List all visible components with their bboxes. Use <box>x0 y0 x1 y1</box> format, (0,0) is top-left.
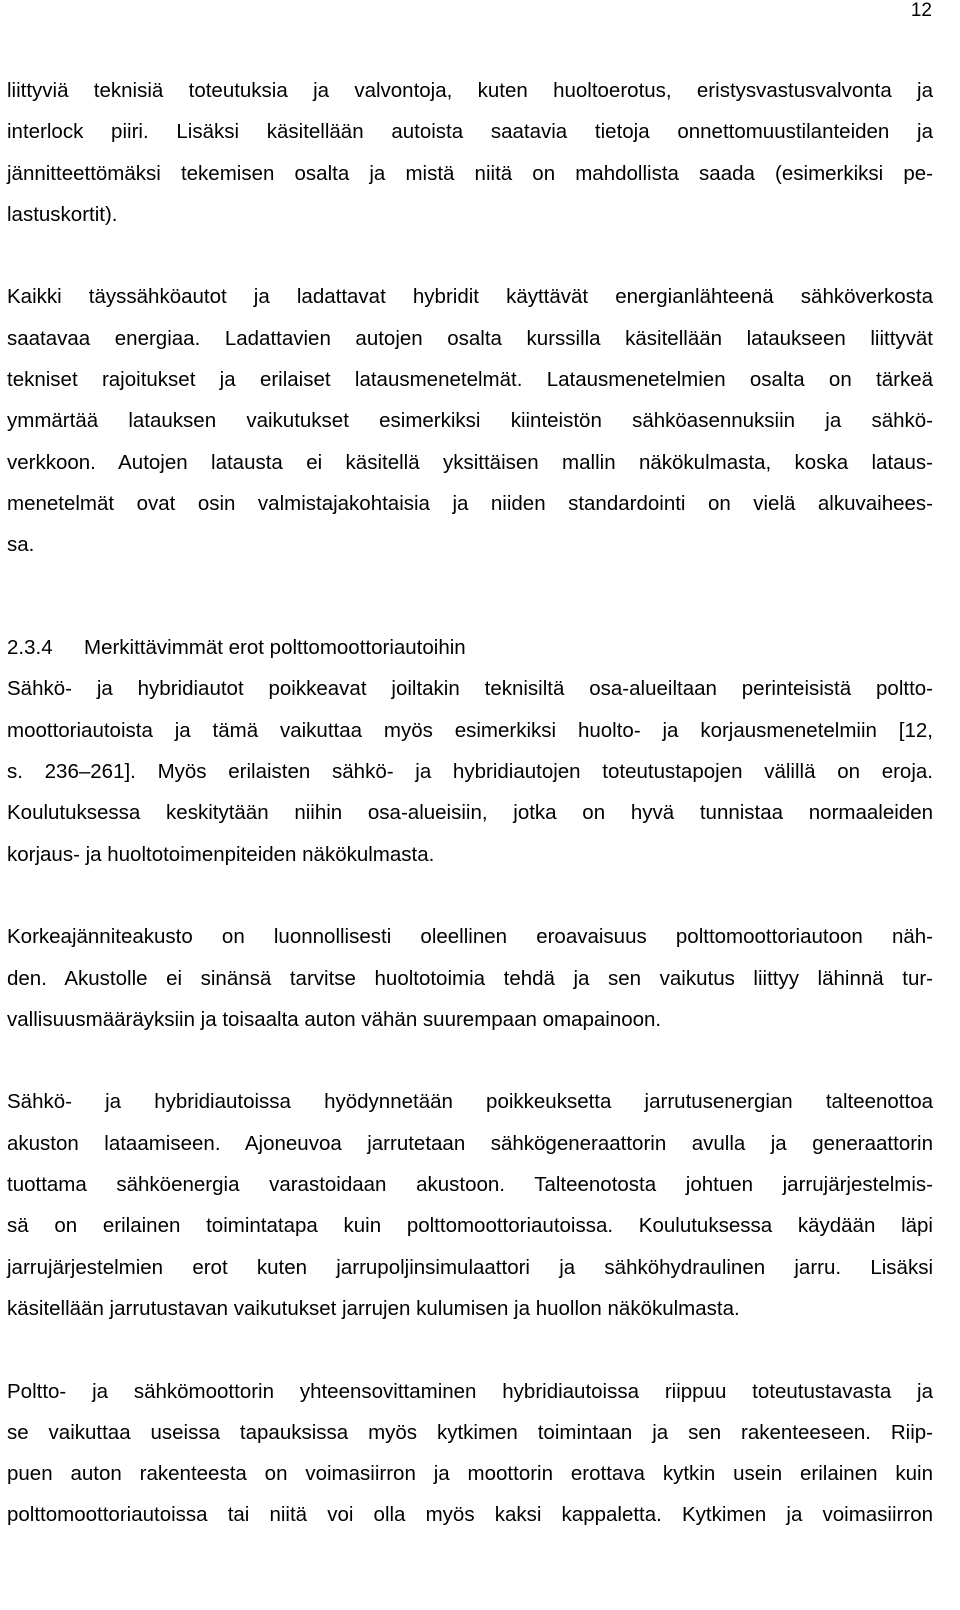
text-line: vallisuusmääräyksiin ja toisaalta auton vähän suurempaan omapainoon. <box>7 1007 662 1031</box>
text-line: korjaus- ja huoltotoimenpiteiden näkökulmasta. <box>7 842 435 866</box>
paragraph-5 <box>7 1081 933 1329</box>
text-line: ymmärtää latauksen vaikutukset esimerkiksi kiinteistön sähköasennuksiin ja sähkö- <box>7 409 933 433</box>
section-number: 2.3.4 <box>7 636 53 660</box>
text-line: se vaikuttaa useissa tapauksissa myös kytkimen toimintaan ja sen rakenteeseen. Riip- <box>7 1420 933 1444</box>
text-line: Koulutuksessa keskitytään niihin osa-alueisiin, jotka on hyvä tunnistaa normaaleiden <box>7 801 933 825</box>
text-line: liittyviä teknisiä toteutuksia ja valvontoja, kuten huoltoerotus, eristysvastusvalvonta ja <box>7 79 933 102</box>
paragraph-1 <box>7 70 933 235</box>
text-line: akuston lataamiseen. Ajoneuvoa jarrutetaan sähkögeneraattorin avulla ja generaattorin <box>7 1131 933 1155</box>
paragraph-2 <box>7 276 933 565</box>
text-line: Poltto- ja sähkömoottorin yhteensovittaminen hybridiautoissa riippuu toteutustavasta ja <box>7 1379 933 1403</box>
text-line: Kaikki täyssähköautot ja ladattavat hybridit käyttävät energianlähteenä sähköverkosta <box>7 285 933 309</box>
text-line: Sähkö- ja hybridiautot poikkeavat joiltakin teknisiltä osa-alueiltaan perinteisistä poltto- <box>7 677 933 701</box>
page-number: 12 <box>910 0 932 21</box>
text-line: s. 236–261]. Myös erilaisten sähkö- ja hybridiautojen toteutustapojen välillä on eroja. <box>7 760 933 784</box>
text-line: sa. <box>7 533 35 557</box>
section-heading <box>7 627 933 668</box>
document-body <box>7 70 933 1536</box>
text-line: puen auton rakenteesta on voimasiirron ja moottorin erottava kytkin usein erilainen kuin <box>7 1462 933 1486</box>
text-line: polttomoottoriautoissa tai niitä voi olla myös kaksi kappaletta. Kytkimen ja voimasiirron <box>7 1503 933 1527</box>
text-line: Korkeajänniteakusto on luonnollisesti oleellinen eroavaisuus polttomoottoriautoon näh- <box>7 925 933 949</box>
paragraph-4 <box>7 916 933 1040</box>
text-line: interlock piiri. Lisäksi käsitellään autoista saatavia tietoja onnettomuustilanteiden ja <box>7 120 933 144</box>
text-line: moottoriautoista ja tämä vaikuttaa myös esimerkiksi huolto- ja korjausmenetelmiin [12, <box>7 718 933 742</box>
text-line: tuottama sähköenergia varastoidaan akustoon. Talteenotosta johtuen jarrujärjestelmis- <box>7 1173 933 1197</box>
text-line: den. Akustolle ei sinänsä tarvitse huoltotoimia tehdä ja sen vaikutus liittyy lähinnä tur- <box>7 966 933 990</box>
section-title: Merkittävimmät erot polttomoottoriautoihin <box>84 636 466 660</box>
text-line: Sähkö- ja hybridiautoissa hyödynnetään poikkeuksetta jarrutusenergian talteenottoa <box>7 1090 933 1114</box>
text-line: saatavaa energiaa. Ladattavien autojen osalta kurssilla käsitellään lataukseen liittyvät <box>7 326 933 350</box>
text-line: jarrujärjestelmien erot kuten jarrupoljinsimulaattori ja sähköhydraulinen jarru. Lisäksi <box>7 1255 933 1279</box>
paragraph-3 <box>7 668 933 874</box>
text-line: käsitellään jarrutustavan vaikutukset jarrujen kulumisen ja huollon näkökulmasta. <box>7 1296 740 1320</box>
paragraph-6 <box>7 1371 933 1536</box>
text-line: menetelmät ovat osin valmistajakohtaisia ja niiden standardointi on vielä alkuvaihees- <box>7 491 933 515</box>
text-line: sä on erilainen toimintatapa kuin polttomoottoriautoissa. Koulutuksessa käydään läpi <box>7 1214 933 1238</box>
text-line: jännitteettömäksi tekemisen osalta ja mistä niitä on mahdollista saada (esimerkiksi pe- <box>7 161 933 185</box>
text-line: verkkoon. Autojen latausta ei käsitellä yksittäisen mallin näkökulmasta, koska lataus- <box>7 450 933 474</box>
text-line: tekniset rajoitukset ja erilaiset latausmenetelmät. Latausmenetelmien osalta on tärkeä <box>7 368 933 392</box>
text-line: lastuskortit). <box>7 202 118 226</box>
